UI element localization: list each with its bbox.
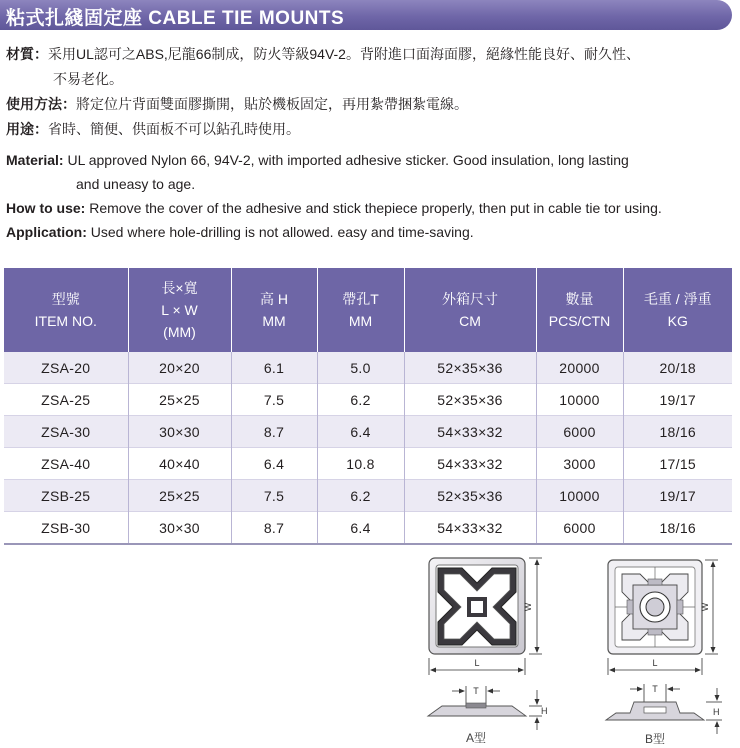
header-tie-hole: 帶孔T MM (317, 268, 404, 352)
cell-item: ZSB-30 (4, 512, 128, 545)
material-zh-label: 材質： (6, 46, 48, 62)
page-title: 粘式扎綫固定座 CABLE TIE MOUNTS (6, 8, 345, 29)
header-carton-size: 外箱尺寸 CM (404, 268, 536, 352)
type-b-t-label: T (652, 684, 658, 694)
cell-hole: 5.0 (317, 352, 404, 384)
cell-hole: 6.2 (317, 480, 404, 512)
type-b-hole (646, 598, 664, 616)
cell-hole: 6.2 (317, 384, 404, 416)
type-a-center-face (471, 601, 483, 613)
cell-height: 6.1 (231, 352, 317, 384)
table-row (4, 352, 732, 384)
header-item-no: 型號 ITEM NO. (4, 268, 128, 352)
spec-table (4, 268, 732, 545)
material-en-cont-text: and uneasy to age. (76, 176, 196, 192)
type-a-l-label: L (474, 658, 480, 668)
cell-weight: 18/16 (623, 512, 732, 545)
cell-item: ZSA-40 (4, 448, 128, 480)
cell-carton: 54×33×32 (404, 416, 536, 448)
howto-en (6, 196, 662, 220)
application-en (6, 220, 474, 244)
howto-en-text: Remove the cover of the adhesive and stick thepiece properly, then put in cable tie tor using. (85, 200, 662, 216)
cell-item: ZSA-25 (4, 384, 128, 416)
cell-height: 7.5 (231, 480, 317, 512)
usage-zh-text: 省時、簡便、供面板不可以鉆孔時使用。 (48, 121, 300, 137)
material-zh-cont-text: 不易老化。 (53, 71, 123, 87)
cell-height: 8.7 (231, 416, 317, 448)
table-row (4, 480, 732, 512)
type-a-h-label: H (541, 706, 548, 716)
cell-hole: 6.4 (317, 416, 404, 448)
cell-qty: 6000 (536, 512, 623, 545)
type-a-w-label: W (523, 602, 533, 612)
cell-hole: 10.8 (317, 448, 404, 480)
cell-weight: 19/17 (623, 480, 732, 512)
material-zh-cont (6, 67, 123, 91)
howto-zh-label: 使用方法： (6, 96, 76, 112)
material-en-cont (6, 172, 195, 196)
cell-size: 25×25 (128, 384, 231, 416)
cell-carton: 52×35×36 (404, 384, 536, 416)
table-row (4, 512, 732, 545)
header-weight: 毛重 / 淨重 KG (623, 268, 732, 352)
cell-item: ZSB-25 (4, 480, 128, 512)
application-en-text: Used where hole-drilling is not allowed. easy and time-saving. (86, 224, 474, 240)
cell-weight: 17/15 (623, 448, 732, 480)
cell-qty: 3000 (536, 448, 623, 480)
technical-drawings (400, 550, 740, 748)
material-zh (6, 42, 640, 66)
table-row (4, 416, 732, 448)
cell-qty: 10000 (536, 480, 623, 512)
material-en-text: UL approved Nylon 66, 94V-2, with imported adhesive sticker. Good insulation, long lasting (63, 152, 629, 168)
cell-height: 7.5 (231, 384, 317, 416)
table-header-row (4, 268, 732, 352)
type-a-t-label: T (473, 686, 479, 696)
cell-item: ZSA-20 (4, 352, 128, 384)
cell-size: 20×20 (128, 352, 231, 384)
cell-qty: 10000 (536, 384, 623, 416)
cell-size: 30×30 (128, 416, 231, 448)
cell-weight: 18/16 (623, 416, 732, 448)
material-zh-text: 采用UL認可之ABS,尼龍66制成，防火等級94V-2。背附進口面海面膠，絕緣性能良好、耐久性、 (48, 46, 640, 62)
cell-size: 25×25 (128, 480, 231, 512)
usage-zh (6, 117, 300, 141)
cell-weight: 19/17 (623, 384, 732, 416)
cell-size: 30×30 (128, 512, 231, 545)
table-row (4, 448, 732, 480)
cell-size: 40×40 (128, 448, 231, 480)
type-b-h-label: H (713, 707, 720, 717)
table-row (4, 384, 732, 416)
usage-zh-label: 用途： (6, 121, 48, 137)
cell-height: 8.7 (231, 512, 317, 545)
material-en (6, 148, 629, 172)
application-en-label: Application: (6, 224, 87, 240)
cell-carton: 52×35×36 (404, 352, 536, 384)
type-b-w-label: W (700, 602, 710, 612)
type-b-l-label: L (652, 658, 658, 668)
title-bar (0, 0, 732, 30)
howto-zh-text: 將定位片背面雙面膠撕開，貼於機板固定，再用紮帶捆紮電線。 (76, 96, 468, 112)
howto-zh (6, 92, 468, 116)
cell-weight: 20/18 (623, 352, 732, 384)
howto-en-label: How to use: (6, 200, 86, 216)
type-a-drawing (428, 558, 548, 745)
cell-hole: 6.4 (317, 512, 404, 545)
cell-carton: 52×35×36 (404, 480, 536, 512)
type-b-drawing (606, 560, 722, 746)
material-en-label: Material: (6, 152, 64, 168)
cell-carton: 54×33×32 (404, 512, 536, 545)
type-a-caption: A型 (465, 731, 487, 745)
header-quantity: 數量 PCS/CTN (536, 268, 623, 352)
header-size: 長×寬 L × W (MM) (128, 268, 231, 352)
header-height: 高 H MM (231, 268, 317, 352)
cell-item: ZSA-30 (4, 416, 128, 448)
cell-qty: 20000 (536, 352, 623, 384)
cell-height: 6.4 (231, 448, 317, 480)
cell-carton: 54×33×32 (404, 448, 536, 480)
type-b-caption: B型 (644, 732, 666, 746)
cell-qty: 6000 (536, 416, 623, 448)
